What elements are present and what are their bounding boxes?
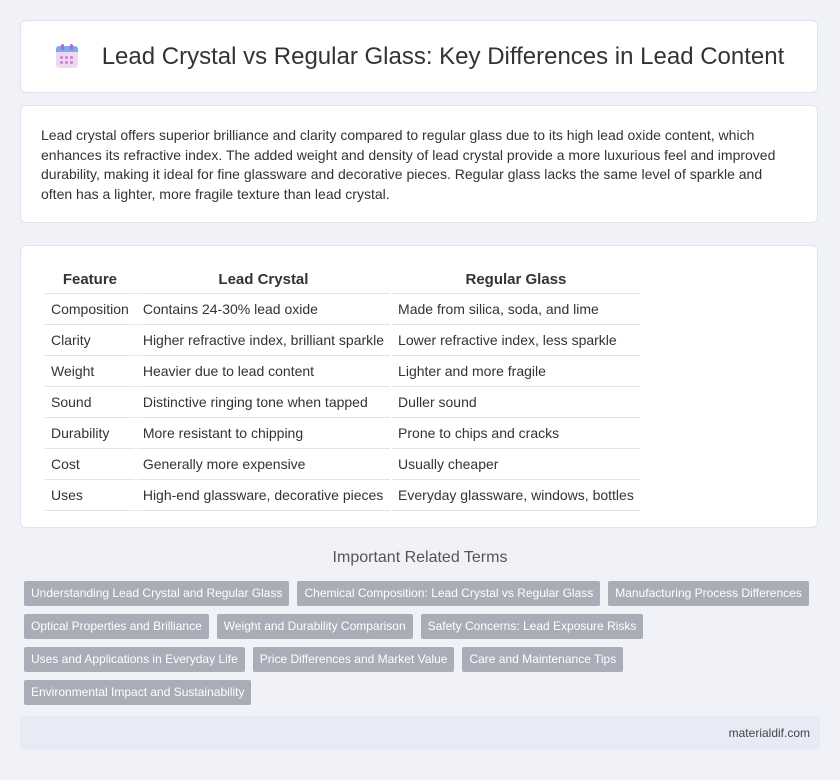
- table-cell: Durability: [45, 418, 135, 449]
- table-row: [45, 325, 640, 356]
- table-cell: Composition: [45, 294, 135, 325]
- intro-text: Lead crystal offers superior brilliance and clarity compared to regular glass due to its high lead oxide content, which enhances its refractive index. The added weight and density of lead crystal provide a more luxurious feel and improved durability, making it ideal for fine glassware and decorative pieces. Regular glass lacks the same level of sparkle and often has a lighter, more fragile texture than lead crystal.: [41, 127, 776, 202]
- related-term-link[interactable]: Optical Properties and Brilliance: [24, 614, 209, 639]
- table-row: [45, 418, 640, 449]
- table-cell: Lighter and more fragile: [392, 356, 640, 387]
- table-row: [45, 387, 640, 418]
- table-header-row: [45, 266, 640, 294]
- related-terms-title: Important Related Terms: [332, 549, 508, 566]
- table-cell: Made from silica, soda, and lime: [392, 294, 640, 325]
- column-header: Lead Crystal: [137, 266, 390, 294]
- table-cell: Uses: [45, 480, 135, 511]
- table-cell: Distinctive ringing tone when tapped: [137, 387, 390, 418]
- related-term-link[interactable]: Manufacturing Process Differences: [608, 581, 809, 606]
- table-row: [45, 480, 640, 511]
- table-cell: High-end glassware, decorative pieces: [137, 480, 390, 511]
- related-term-link[interactable]: Weight and Durability Comparison: [217, 614, 413, 639]
- header-card: [20, 20, 818, 93]
- table-row: [45, 294, 640, 325]
- table-cell: Cost: [45, 449, 135, 480]
- intro-card: [20, 105, 818, 223]
- related-term-link[interactable]: Care and Maintenance Tips: [462, 647, 623, 672]
- table-cell: Duller sound: [392, 387, 640, 418]
- calendar-icon: [54, 44, 80, 70]
- table-cell: Contains 24-30% lead oxide: [137, 294, 390, 325]
- table-cell: Generally more expensive: [137, 449, 390, 480]
- table-cell: Everyday glassware, windows, bottles: [392, 480, 640, 511]
- table-cell: Heavier due to lead content: [137, 356, 390, 387]
- table-cell: More resistant to chipping: [137, 418, 390, 449]
- page-title: Lead Crystal vs Regular Glass: Key Differences in Lead Content: [101, 42, 785, 70]
- column-header: Feature: [45, 266, 135, 294]
- table-cell: Sound: [45, 387, 135, 418]
- table-cell: Clarity: [45, 325, 135, 356]
- comparison-table: [43, 266, 642, 511]
- related-term-link[interactable]: Chemical Composition: Lead Crystal vs Regular Glass: [297, 581, 600, 606]
- related-term-link[interactable]: Safety Concerns: Lead Exposure Risks: [421, 614, 644, 639]
- comparison-card: [20, 245, 818, 528]
- related-term-link[interactable]: Understanding Lead Crystal and Regular Glass: [24, 581, 289, 606]
- table-cell: Usually cheaper: [392, 449, 640, 480]
- table-row: [45, 449, 640, 480]
- related-term-link[interactable]: Environmental Impact and Sustainability: [24, 680, 251, 705]
- related-terms-list: [24, 581, 824, 705]
- table-cell: Weight: [45, 356, 135, 387]
- footer-bar: [20, 716, 820, 750]
- related-term-link[interactable]: Price Differences and Market Value: [253, 647, 455, 672]
- table-row: [45, 356, 640, 387]
- table-cell: Lower refractive index, less sparkle: [392, 325, 640, 356]
- column-header: Regular Glass: [392, 266, 640, 294]
- footer-site-name: materialdif.com: [728, 726, 810, 740]
- related-term-link[interactable]: Uses and Applications in Everyday Life: [24, 647, 245, 672]
- table-cell: Higher refractive index, brilliant sparkle: [137, 325, 390, 356]
- table-cell: Prone to chips and cracks: [392, 418, 640, 449]
